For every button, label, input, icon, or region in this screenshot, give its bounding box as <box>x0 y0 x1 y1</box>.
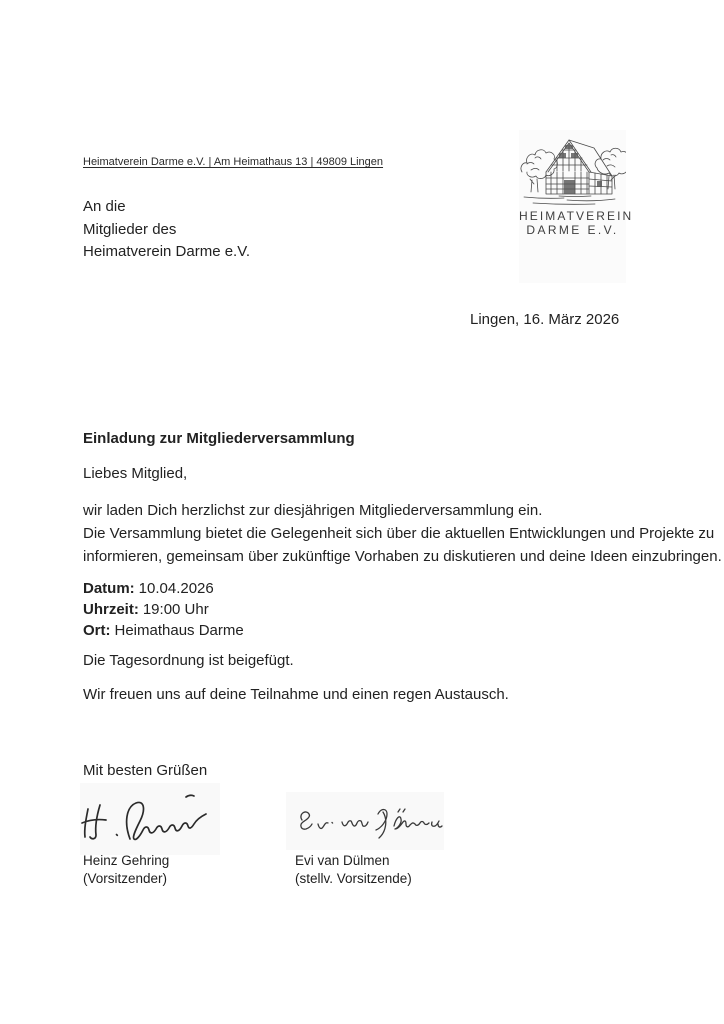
greeting-line: Mit besten Grüßen <box>83 762 208 779</box>
recipient-line: Heimatverein Darme e.V. <box>83 243 251 260</box>
event-details <box>83 578 244 641</box>
salutation: Liebes Mitglied, <box>83 465 188 482</box>
detail-row-date <box>83 578 244 599</box>
detail-value: 19:00 Uhr <box>142 601 209 618</box>
logo-name-line: HEIMATVEREIN <box>519 209 634 223</box>
signatory-role: (stellv. Vorsitzende) <box>295 870 412 886</box>
signature-image-heinz-gehring <box>80 783 220 855</box>
handwritten-signature-icon <box>80 783 220 855</box>
intro-line: informieren, gemeinsam über zukünftige Vorhaben zu diskutieren und deine Ideen einzubringen. <box>83 548 722 565</box>
date-line: Lingen, 16. März 2026 <box>470 311 620 328</box>
logo-wordmark <box>519 209 634 237</box>
intro-paragraph <box>83 499 722 568</box>
attachment-note: Die Tagesordnung ist beigefügt. <box>83 652 294 669</box>
detail-value: 10.04.2026 <box>138 580 214 597</box>
signatory-name: Evi van Dülmen <box>295 853 390 868</box>
intro-line: wir laden Dich herzlichst zur diesjährigen Mitgliederversammlung ein. <box>83 502 543 519</box>
closing-note: Wir freuen uns auf deine Teilnahme und einen regen Austausch. <box>83 686 509 703</box>
detail-label: Ort: <box>83 622 111 639</box>
detail-row-time <box>83 599 244 620</box>
signatory-left <box>83 852 169 887</box>
detail-label: Uhrzeit: <box>83 601 139 618</box>
signatory-role: (Vorsitzender) <box>83 870 168 886</box>
sender-address-line: Heimatverein Darme e.V. | Am Heimathaus 13 | 49809 Lingen <box>83 156 384 168</box>
handwritten-signature-icon <box>286 792 444 850</box>
detail-value: Heimathaus Darme <box>114 622 244 639</box>
detail-row-location <box>83 620 244 641</box>
logo-name-line: DARME E.V. <box>526 223 619 237</box>
recipient-block <box>83 196 250 264</box>
detail-label: Datum: <box>83 580 135 597</box>
signatory-name: Heinz Gehring <box>83 853 170 868</box>
signature-image-evi-van-duelmen <box>286 792 444 850</box>
club-logo <box>519 130 634 283</box>
intro-line: Die Versammlung bietet die Gelegenheit sich über die aktuellen Entwicklungen und Projekte zu <box>83 525 715 542</box>
recipient-line: Mitglieder des <box>83 220 177 238</box>
farmhouse-logo-drawing <box>519 130 626 208</box>
subject-line: Einladung zur Mitgliederversammlung <box>83 430 355 447</box>
recipient-line: An die <box>83 198 126 215</box>
signatory-right <box>295 852 412 887</box>
